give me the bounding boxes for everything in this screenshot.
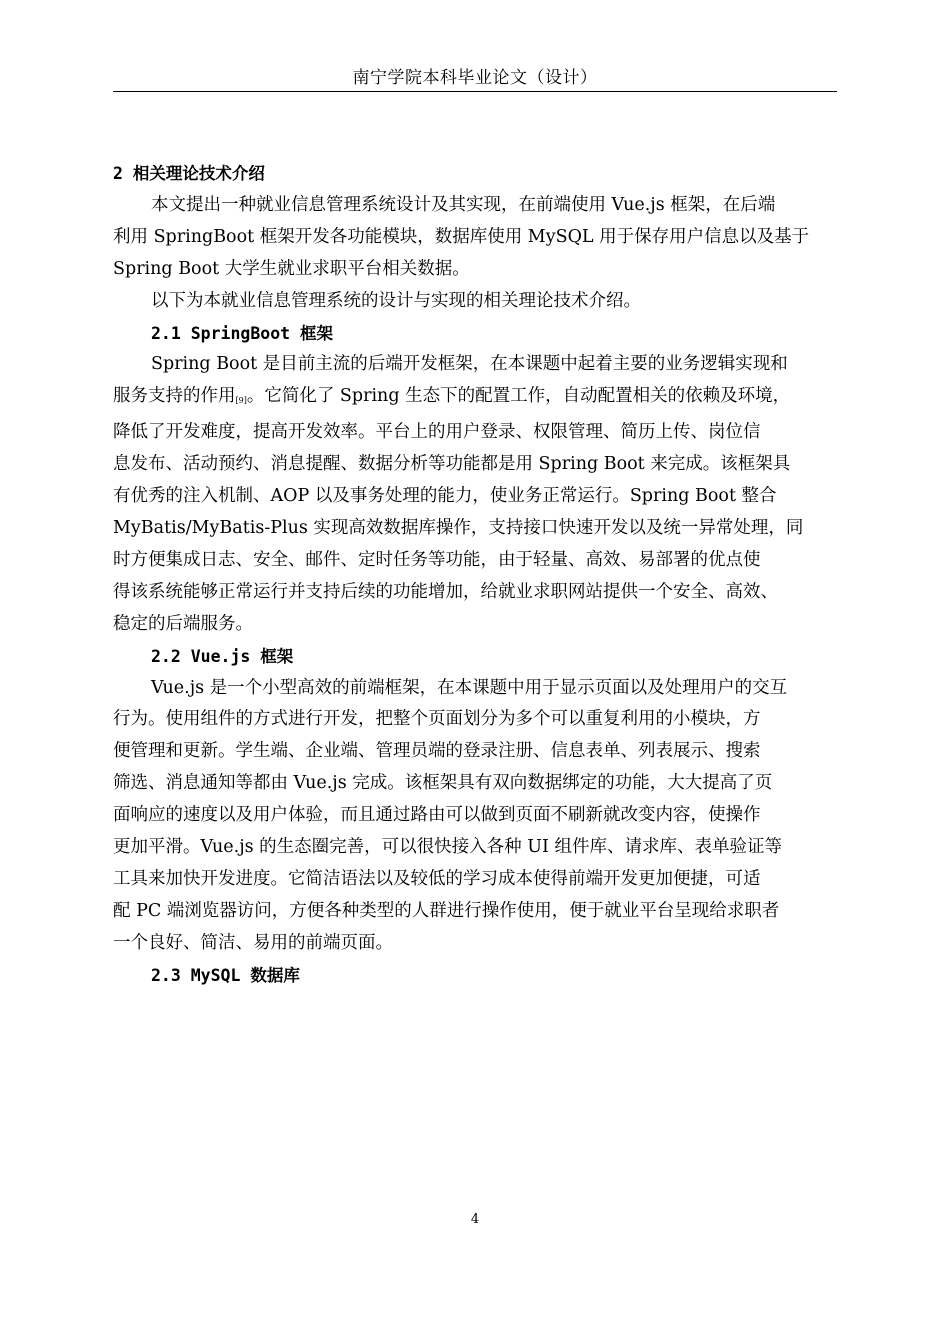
subsection-heading-springboot: 2.1 SpringBoot 框架 <box>151 323 334 343</box>
paragraph-line: 有优秀的注入机制、AOP 以及事务处理的能力，使业务正常运行。Spring Boot 整合 <box>113 486 777 507</box>
section-heading: 2 相关理论技术介绍 <box>113 164 265 183</box>
paragraph-line: 行为。使用组件的方式进行开发，把整个页面划分为多个可以重复利用的小模块，方 <box>113 709 761 730</box>
subsection-heading-vue: 2.2 Vue.js 框架 <box>151 646 294 666</box>
paragraph-line: 时方便集成日志、安全、邮件、定时任务等功能，由于轻量、高效、易部署的优点使 <box>113 549 761 570</box>
text-run: 服务支持的作用 <box>113 386 236 407</box>
paragraph-line: 稳定的后端服务。 <box>113 613 253 634</box>
paragraph-line <box>113 381 837 417</box>
subsection-heading-mysql: 2.3 MySQL 数据库 <box>151 965 300 985</box>
paragraph-line: Vue.js 是一个小型高效的前端框架，在本课题中用于显示页面以及处理用户的交互 <box>151 677 788 698</box>
page-body <box>113 158 837 992</box>
header-rule <box>113 91 837 92</box>
paragraph-line: 面响应的速度以及用户体验，而且通过路由可以做到页面不刷新就改变内容，使操作 <box>113 805 761 826</box>
paragraph-line: 工具来加快开发进度。它简洁语法以及较低的学习成本使得前端开发更加便捷，可适 <box>113 868 761 889</box>
paragraph-line: 本文提出一种就业信息管理系统设计及其实现，在前端使用 Vue.js 框架，在后端 <box>151 194 776 215</box>
text-run: 。它简化了 Spring 生态下的配置工作，自动配置相关的依赖及环境， <box>246 386 791 407</box>
paragraph-line: Spring Boot 是目前主流的后端开发框架，在本课题中起着主要的业务逻辑实现和 <box>151 354 788 375</box>
paragraph-line: 得该系统能够正常运行并支持后续的功能增加，给就业求职网站提供一个安全、高效、 <box>113 581 778 602</box>
paragraph-line: 筛选、消息通知等都由 Vue.js 完成。该框架具有双向数据绑定的功能，大大提高了页 <box>113 773 773 794</box>
paragraph-line: MyBatis/MyBatis-Plus 实现高效数据库操作，支持接口快速开发以及统一异常处理，同 <box>113 517 804 538</box>
paragraph-line: 降低了开发难度，提高开发效率。平台上的用户登录、权限管理、简历上传、岗位信 <box>113 422 761 443</box>
paragraph-line: 利用 SpringBoot 框架开发各功能模块，数据库使用 MySQL 用于保存用户信息以及基于 <box>113 226 810 247</box>
paragraph-line: 以下为本就业信息管理系统的设计与实现的相关理论技术介绍。 <box>151 290 641 311</box>
paragraph-line: 更加平滑。Vue.js 的生态圈完善，可以很快接入各种 UI 组件库、请求库、表单验证等 <box>113 837 782 858</box>
paragraph-line: 便管理和更新。学生端、企业端、管理员端的登录注册、信息表单、列表展示、搜索 <box>113 741 761 762</box>
page-header-title: 南宁学院本科毕业论文（设计） <box>352 68 598 88</box>
citation-ref: [9] <box>235 396 247 406</box>
paragraph-line: 息发布、活动预约、消息提醒、数据分析等功能都是用 Spring Boot 来完成。该框架具 <box>113 454 791 475</box>
paragraph-line: 一个良好、简洁、易用的前端页面。 <box>113 932 393 953</box>
paragraph-line: 配 PC 端浏览器访问，方便各种类型的人群进行操作使用，便于就业平台呈现给求职者 <box>113 900 780 921</box>
paragraph-line: Spring Boot 大学生就业求职平台相关数据。 <box>113 258 470 279</box>
page-number: 4 <box>470 1212 480 1227</box>
